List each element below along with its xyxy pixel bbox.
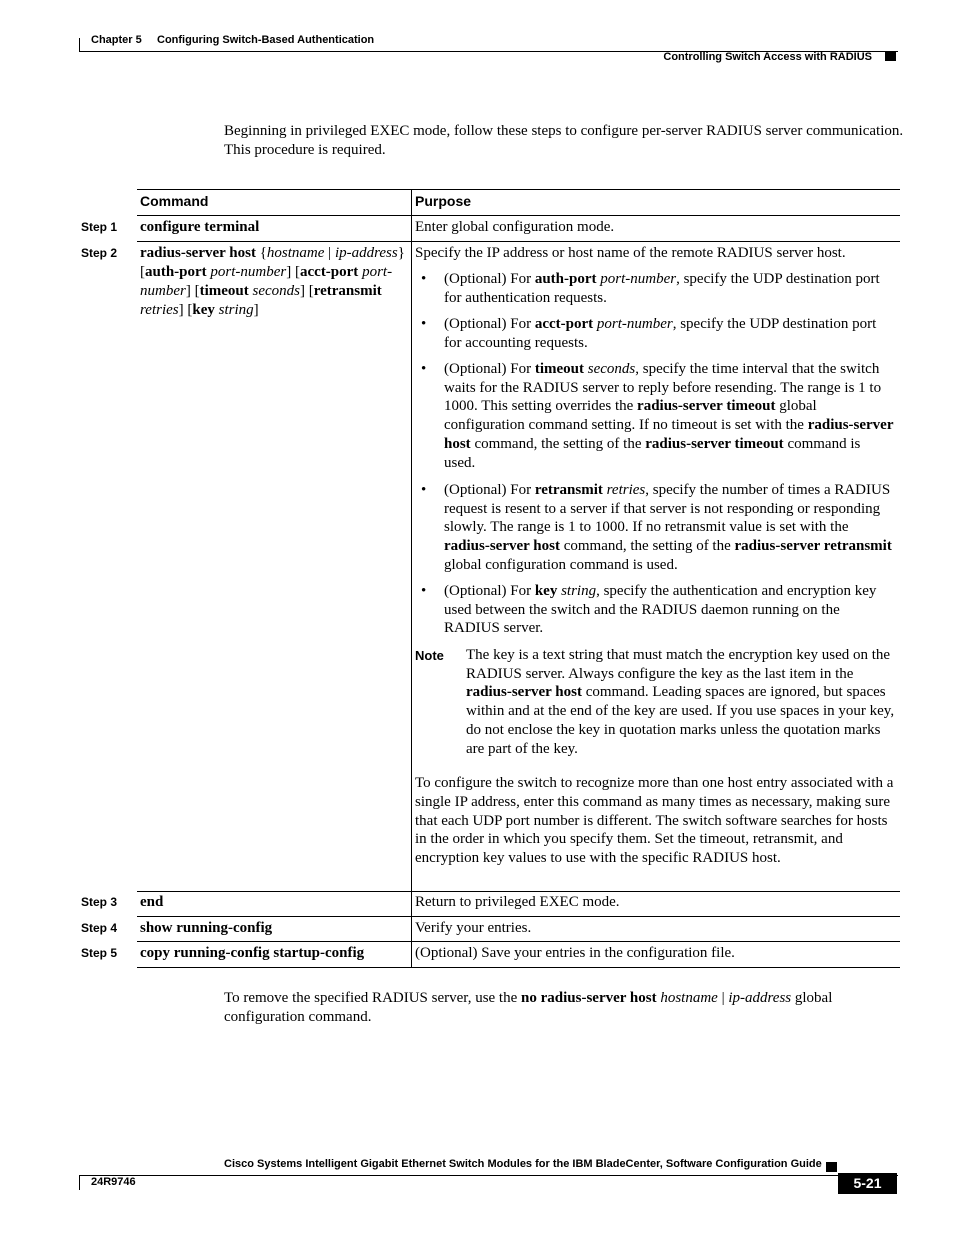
row-rule — [137, 891, 900, 892]
step-label: Step 4 — [81, 921, 118, 935]
purpose-text: Verify your entries. — [415, 920, 532, 936]
footer-left-rule — [79, 1175, 80, 1190]
footer-marker — [826, 1162, 837, 1172]
header-section-title: Controlling Switch Access with RADIUS — [663, 51, 872, 63]
column-header-command: Command — [140, 193, 209, 209]
row-rule — [137, 241, 900, 242]
command-text: show running-config — [140, 920, 273, 936]
purpose-text: Return to privileged EXEC mode. — [415, 894, 620, 910]
footer-rule — [79, 1175, 898, 1176]
intro-paragraph: Beginning in privileged EXEC mode, follow these steps to configure per-server RADIUS server communication. This procedure is required. — [224, 123, 904, 158]
header-chapter: Chapter 5 — [91, 34, 142, 46]
command-text: configure terminal — [140, 219, 260, 235]
multi-host-paragraph: To configure the switch to recognize more than one host entry associated with a single IP address, enter this command as many times as necessary, making sure that each UDP port number is different. The switch software searches for hosts in the order in which you specify them. Set the timeout, retransmit, and encryption key values to use with the specific RADIUS host. — [415, 775, 894, 867]
purpose-text: Specify the IP address or host name of the remote RADIUS server host. — [415, 245, 846, 261]
command-text: end — [140, 894, 164, 910]
step-label: Step 1 — [81, 220, 118, 234]
footer-book-title: Cisco Systems Intelligent Gigabit Ethernet Switch Modules for the IBM BladeCenter, Software Configuration Guide — [224, 1158, 822, 1170]
row-rule — [137, 941, 900, 942]
header-left-rule — [79, 38, 80, 52]
purpose-text: Enter global configuration mode. — [415, 219, 615, 235]
page-number: 5-21 — [838, 1173, 897, 1194]
remove-paragraph: To remove the specified RADIUS server, use the no radius-server host hostname | ip-address global configuration command. — [224, 990, 833, 1025]
step-label: Step 2 — [81, 246, 118, 260]
column-header-purpose: Purpose — [415, 193, 472, 209]
table-column-divider — [411, 189, 412, 968]
step-label: Step 3 — [81, 895, 118, 909]
table-bottom-rule — [137, 967, 900, 968]
note-text: The key is a text string that must match the encryption key used on the RADIUS server. Always configure the key as the last item in the radius-server host command. Leading spaces are ignored, but spaces within and at the end of the key are used. If you use spaces in your key, do not enclose the key in quotation marks unless the quotation marks are part of the key. — [466, 647, 895, 757]
step-label: Step 5 — [81, 946, 118, 960]
command-text: copy running-config startup-config — [140, 945, 365, 961]
header-marker — [885, 51, 896, 61]
footer-doc-number: 24R9746 — [91, 1176, 136, 1188]
purpose-text: (Optional) Save your entries in the configuration file. — [415, 945, 735, 961]
table-top-rule — [137, 189, 900, 190]
step2-command: radius-server host {hostname | ip-address} [auth-port port-number] [acct-port port-number] [timeout seconds] [retransmit retries] [key string] — [140, 245, 405, 318]
table-header-rule — [137, 215, 900, 216]
header-chapter-title: Configuring Switch-Based Authentication — [157, 34, 375, 46]
row-rule — [137, 916, 900, 917]
note-label: Note — [415, 648, 444, 663]
